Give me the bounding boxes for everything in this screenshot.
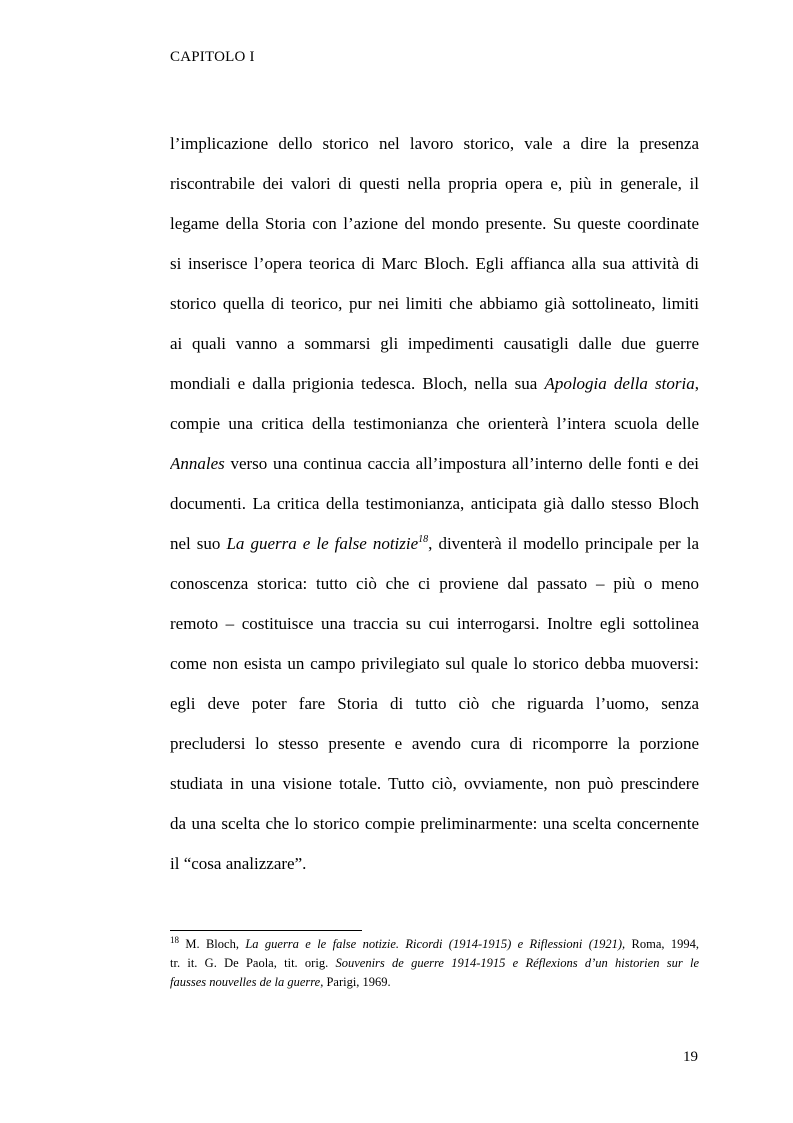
book-title-guerra: La guerra e le false notizie	[226, 534, 419, 553]
text-line: documenti. La critica della testimonianza, anticipata già dallo stesso Bloch	[170, 494, 699, 513]
text-line: compie una critica della testimonianza che orienterà l’intera scuola delle	[170, 414, 699, 433]
journal-title-annales: Annales	[170, 454, 225, 473]
text-line: conoscenza storica: tutto ciò che ci proviene dal passato – più o meno	[170, 574, 699, 593]
text-run: , diventerà il modello principale per la	[428, 534, 699, 553]
footnote	[170, 935, 699, 992]
text-line: studiata in una visione totale. Tutto ciò, ovviamente, non può prescindere	[170, 774, 699, 793]
text-line: egli deve poter fare Storia di tutto ciò che riguarda l’uomo, senza	[170, 694, 699, 713]
text-line: ai quali vanno a sommarsi gli impedimenti causatigli dalle due guerre	[170, 334, 699, 353]
text-line: l’implicazione dello storico nel lavoro storico, vale a dire la presenza	[170, 134, 699, 153]
footnote-reference[interactable]: 18	[418, 534, 429, 545]
text-line	[170, 524, 699, 564]
text-line: storico quella di teorico, pur nei limiti che abbiamo già sottolineato, limiti	[170, 294, 699, 313]
footnote-line	[170, 935, 699, 954]
text-line: il “cosa analizzare”.	[170, 854, 307, 873]
text-line: come non esista un campo privilegiato sul quale lo storico debba muoversi:	[170, 654, 699, 673]
text-line: legame della Storia con l’azione del mondo presente. Su queste coordinate	[170, 214, 699, 233]
text-run: M. Bloch,	[179, 937, 246, 951]
citation-original-title: Souvenirs de guerre 1914-1915 e Réflexions d’un historien sur le	[335, 956, 699, 970]
text-run: nel suo	[170, 534, 227, 553]
page-number: 19	[683, 1049, 698, 1065]
text-run: ,	[694, 374, 699, 393]
footnote-line	[170, 973, 699, 992]
citation-title: La guerra e le false notizie. Ricordi (1914-1915) e Riflessioni (1921),	[245, 937, 626, 951]
text-line: si inserisce l’opera teorica di Marc Bloch. Egli affianca alla sua attività di	[170, 254, 699, 273]
text-run: , Parigi, 1969.	[320, 975, 391, 989]
citation-original-title: fausses nouvelles de la guerre	[170, 975, 321, 989]
text-line: da una scelta che lo storico compie preliminarmente: una scelta concernente	[170, 814, 699, 833]
book-title-apologia: Apologia della storia	[544, 374, 695, 393]
text-line: precludersi lo stesso presente e avendo cura di ricomporre la porzione	[170, 734, 699, 753]
footnote-separator	[170, 930, 362, 931]
text-run: mondiali e dalla prigionia tedesca. Bloch, nella sua	[170, 374, 545, 393]
text-line	[170, 364, 699, 404]
text-line	[170, 444, 699, 484]
running-header: CAPITOLO I	[170, 49, 255, 65]
text-line: remoto – costituisce una traccia su cui interrogarsi. Inoltre egli sottolinea	[170, 614, 699, 633]
footnote-number: 18	[170, 935, 179, 945]
text-run: Roma, 1994,	[625, 937, 699, 951]
text-run: verso una continua caccia all’impostura all’interno delle fonti e dei	[224, 454, 699, 473]
footnote-line	[170, 954, 699, 973]
text-run: tr. it. G. De Paola, tit. orig.	[170, 956, 336, 970]
text-line: riscontrabile dei valori di questi nella propria opera e, più in generale, il	[170, 174, 699, 193]
body-paragraph	[170, 124, 699, 884]
